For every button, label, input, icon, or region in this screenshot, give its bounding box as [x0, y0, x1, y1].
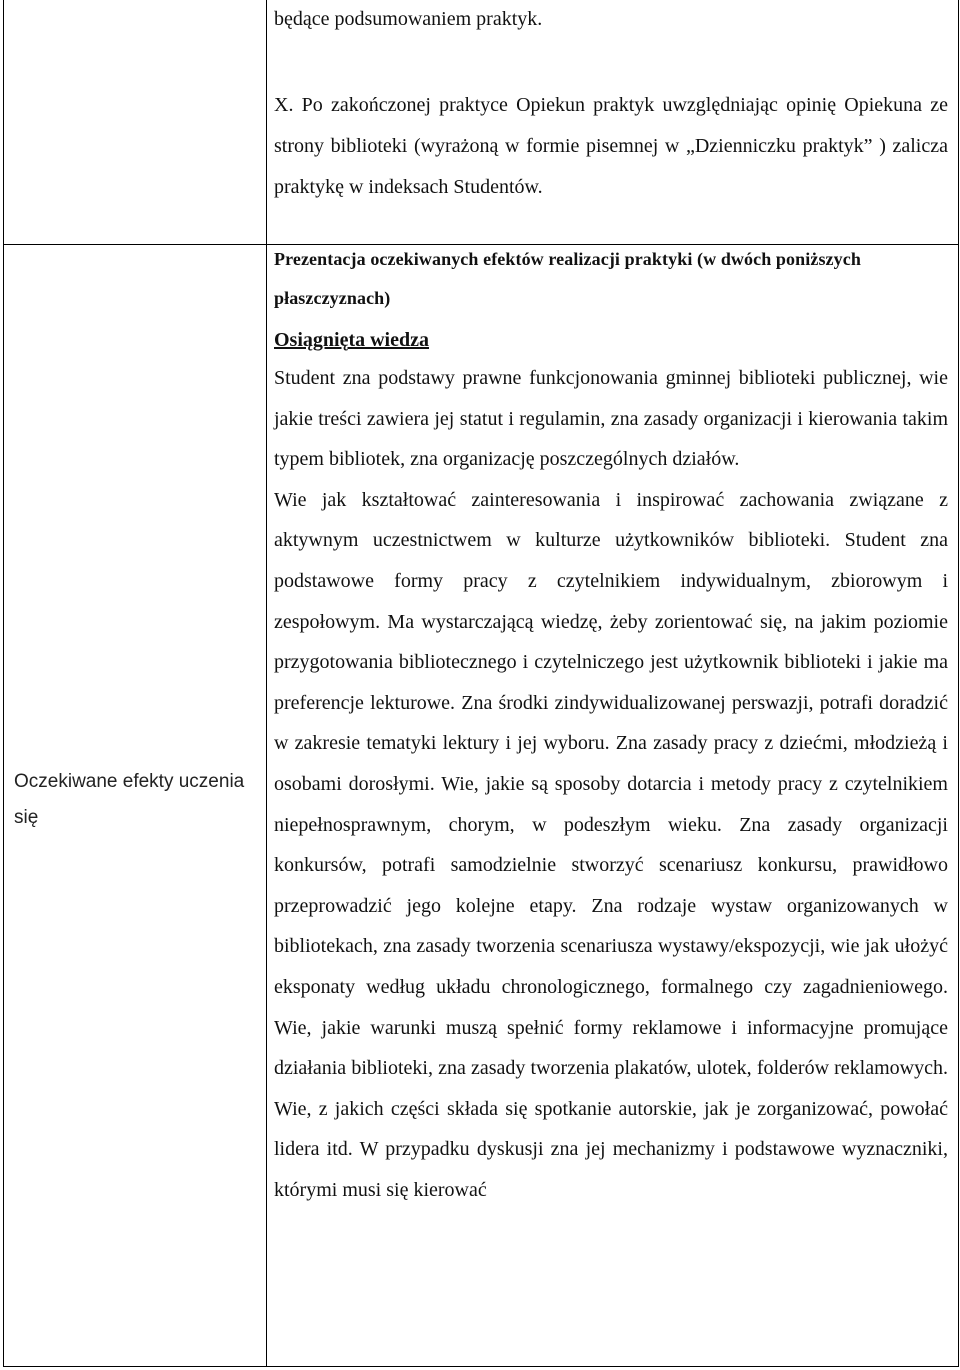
top-row-first-line: będące podsumowaniem praktyk. — [274, 8, 543, 30]
column-divider — [266, 0, 267, 1366]
section-heading: Prezentacja oczekiwanych efektów realizacji praktyki (w dwóch poniższych płaszczyznach) — [274, 249, 861, 308]
row-label-expected-effects: Oczekiwane efekty uczenia się — [14, 771, 245, 828]
body-paragraph-2: Wie jak kształtować zainteresowania i inspirować zachowania związane z aktywnym uczestnictwem w kulturze użytkowników biblioteki. Student zna podstawowe formy pracy z czytelnikiem indywidualnym, zbiorowym i zespołowym. Ma wystarczającą wiedzę, żeby zorientować się, na jakim poziomie przygotowania bibliotecznego i czytelniczego jest użytkownik biblioteki i jakie ma preferencje lekturowe. Zna środki zindywidualizowanej perswazji, potrafi doradzić w zakresie tematyki lektury i jej wyboru. Zna zasady pracy z dziećmi, młodzieżą i osobami dorosłymi. Wie, jakie są sposoby dotarcia i metody pracy z czytelnikiem niepełnosprawnym, chorym, w podeszłym wieku. Zna zasady organizacji konkursów, potrafi samodzielnie stworzyć scenariusz konkursu, prawidłowo przeprowadzić jego kolejne etapy. Zna rodzaje wystaw organizowanych w bibliotekach, zna zasady tworzenia scenariusza wystawy/ekspozycji, wie jak ułożyć eksponaty według układu chronologicznego, formalnego czy zagadnieniowego. Wie, jakie warunki muszą spełnić formy reklamowe i informacyjne promujące działania biblioteki, zna zasady tworzenia plakatów, ulotek, folderów reklamowych. Wie, z jakich części składa się spotkanie autorskie, jak je zorganizować, powołać lidera itd. W przypadku dyskusji zna jej mechanizmy i podstawowe wyznaczniki, którymi musi się kierować — [274, 488, 948, 1201]
top-row-paragraph: X. Po zakończonej praktyce Opiekun praktyk uwzględniając opinię Opiekuna ze strony biblioteki (wyrażoną w formie pisemnej w „Dzienniczku praktyk” ) zalicza praktykę w indeksach Studentów. — [274, 94, 948, 198]
top-row-content-cell — [274, 4, 948, 208]
body-paragraph-1: Student zna podstawy prawne funkcjonowania gminnej biblioteki publicznej, wie jakie treści zawiera jej statut i regulamin, zna zasady organizacji i kierowania takim typem bibliotek, zna organizację poszczególnych działów. — [274, 367, 948, 471]
section-subheading: Osiągnięta wiedza — [274, 329, 429, 351]
effects-content-cell — [274, 240, 948, 1210]
